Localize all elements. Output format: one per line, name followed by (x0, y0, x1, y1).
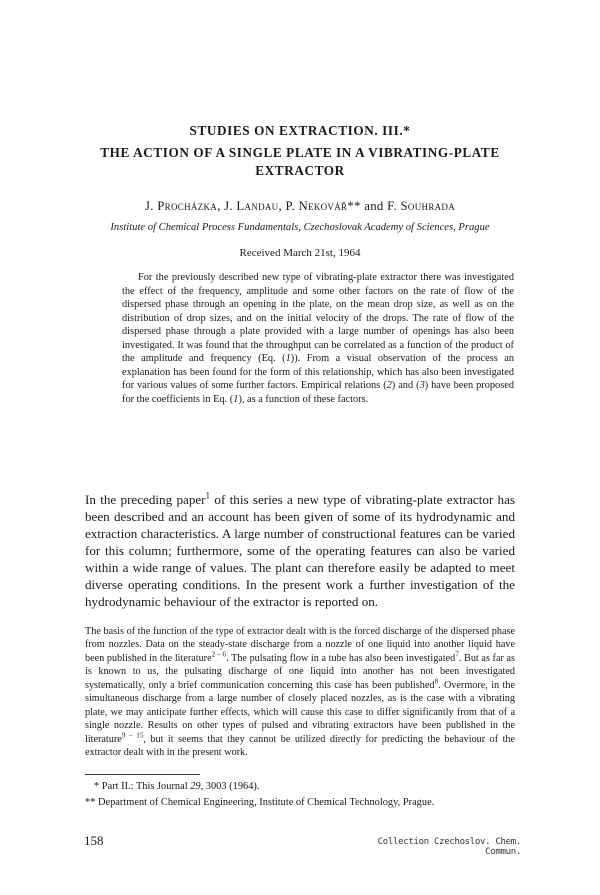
citation-ref: 8 (434, 677, 438, 686)
body-text: . Overmore, in the simultaneous discharge from a large number of closely placed nozzles, as is the case with a vibrating plate, we may anticipate further effects, which will cause this case to differ significantly from that of a single nozzle. Results on other types of pulsed and vibrating extractors have been published in the literature (85, 679, 515, 745)
equation-ref: 1 (285, 353, 291, 364)
author-separator: and F. (360, 199, 401, 213)
body-text: . The pulsating flow in a tube has also been investigated (226, 652, 456, 664)
author-1-surname: Procházka (157, 199, 218, 213)
equation-ref: 1 (233, 393, 239, 405)
body-text: , but it seems that they cannot be utilized directly for predicting the behaviour of the extractor dealt with in the present work. (85, 733, 516, 759)
body-text: The basis of the function of the type of extractor dealt with is the forced discharge of the dispersed phase from nozzles. Data on the steady-state discharge from a nozzle of one liquid into another liquid have been published in the literature (85, 626, 515, 664)
affiliation: Institute of Chemical Process Fundamentals, Czechoslovak Academy of Sciences, Prague (110, 222, 490, 233)
abstract (122, 271, 514, 406)
footnote-text: * Part II.: This Journal (94, 781, 191, 792)
citation-ref: 9 – 15 (121, 731, 144, 740)
author-2-surname: Landau (236, 199, 279, 213)
author-1-initial: J. (144, 199, 158, 213)
body-paragraph (85, 625, 515, 760)
author-4-surname: Souhrada (400, 199, 456, 213)
title-line-2: THE ACTION OF A SINGLE PLATE IN A VIBRATING-PLATE (100, 145, 500, 160)
abstract-text: ) and ( (391, 380, 420, 391)
running-footer: Collection Czechoslov. Chem. Commun. (377, 837, 521, 857)
body-text: . But as far as is known to us, the pulsating discharge of one liquid into another has not been investigated systematically, only a brief communication concerning this case has been published (85, 652, 516, 691)
abstract-text: For the previously described new type of vibrating-plate extractor there was investigated the effect of the frequency, amplitude and some other factors on the rate of flow of the dispersed phase through an opening in the plate, on the mean drop size, as well as on the distribution of drop sizes, and on the initial velocity of the drops. The rate of flow of the dispersed phase through a plate provided with a large number of openings has also been investigated. It was found that the throughput can be correlated as a function of the product of the amplitude and frequency (Eq. ( (122, 272, 514, 364)
footnote-volume: 29 (190, 781, 201, 792)
title-line-3: EXTRACTOR (255, 163, 345, 178)
footnote-2: ** Department of Chemical Engineering, Institute of Chemical Technology, Prague. (85, 797, 435, 808)
author-separator: , J. (217, 199, 237, 213)
intro-paragraph (85, 491, 515, 610)
equation-ref: 3 (419, 380, 425, 391)
author-separator: , P. (278, 199, 299, 213)
title-line-1: STUDIES ON EXTRACTION. III.* (189, 123, 411, 138)
received-date: Received March 21st, 1964 (239, 247, 361, 259)
footnote-text: , 3003 (1964). (200, 781, 260, 792)
author-3-surname: Nekovář (298, 199, 348, 213)
abstract-text: )). From a visual observation of the process an explanation has been found for the form of this relationship, which has also been investigated for various values of some further factors. Empirical relations ( (122, 353, 514, 391)
author-3-footnote-mark: ** (347, 199, 361, 213)
page-number: 158 (84, 833, 104, 848)
footnote-divider (85, 774, 200, 775)
footnote-1 (94, 781, 534, 792)
citation-ref: 7 (455, 650, 459, 659)
equation-ref: 2 (386, 380, 392, 391)
citation-ref: 1 (205, 490, 211, 501)
author-list (60, 199, 540, 214)
abstract-text: ), as a function of these factors. (238, 393, 369, 405)
citation-ref: 2 – 6 (211, 650, 227, 659)
intro-text: of this series a new type of vibrating-plate extractor has been described and an account has been given of some of its hydrodynamic and extraction characteristics. A large number of constructional features can be varied for this column; furthermore, some of the operating features can also be varied within a wide range of values. The plant can therefore easily be adapted to meet diverse operating conditions. In the present work a further investigation of the hydrodynamic behaviour of the extractor is reported on. (85, 492, 516, 609)
intro-text: In the preceding paper (85, 492, 206, 507)
abstract-text: ) have been proposed for the coefficients in Eq. ( (122, 380, 514, 405)
